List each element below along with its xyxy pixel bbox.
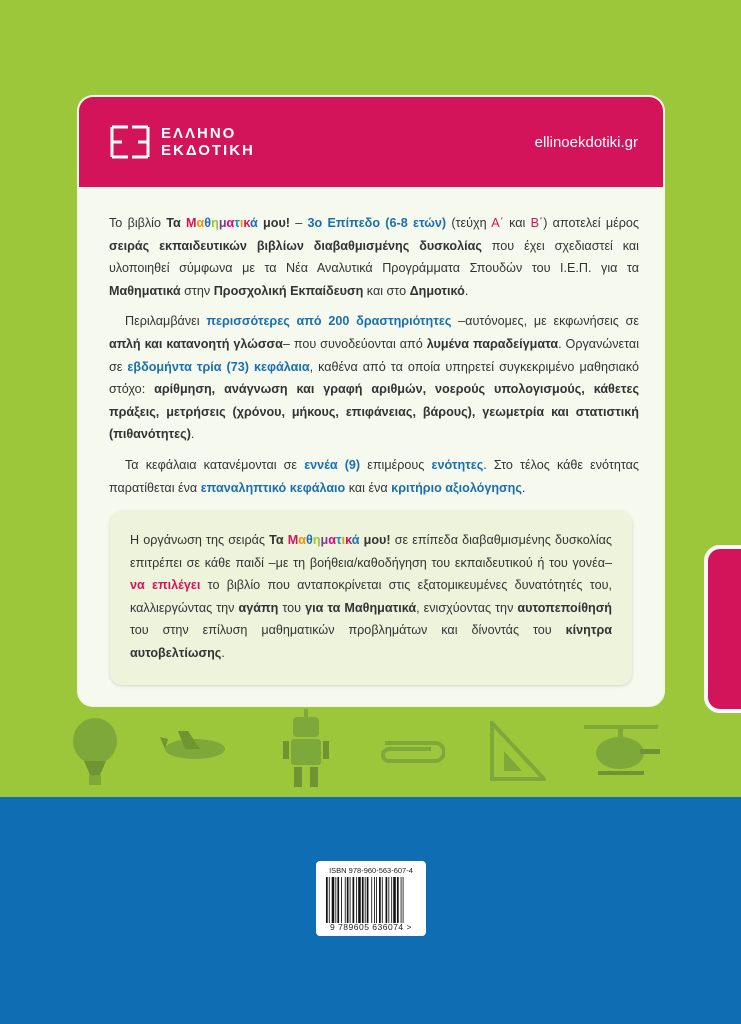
nine: εννέα (9)	[304, 457, 361, 472]
book-title-ta: Τα	[269, 533, 288, 547]
volume-a: Α΄	[491, 216, 504, 230]
units: ενότητες	[431, 457, 484, 472]
text: και ένα	[345, 480, 392, 495]
primary: Δημοτικό	[409, 283, 465, 298]
text: ) αποτελεί μέρος	[543, 216, 639, 230]
text: και στο	[363, 283, 410, 298]
publisher-header	[79, 97, 663, 187]
helicopter-icon	[580, 723, 662, 783]
text: Η οργάνωση της σειράς	[130, 533, 270, 547]
text: Τα κεφάλαια κατανέμονται σε	[125, 457, 305, 472]
text: (τεύχη	[446, 216, 492, 230]
book-title-mou: μου!	[257, 216, 290, 230]
for-math: για τα Μαθηματικά	[305, 600, 417, 615]
review-chapter: επαναληπτικό κεφάλαιο	[200, 480, 346, 495]
confidence: αυτοπεποίθησή	[517, 600, 613, 615]
logo-line-1: ΕΛΛΗΝΟ	[161, 125, 237, 142]
book-title-ta: Τα	[166, 216, 187, 230]
text: του στην επίλυση μαθηματικών προβλημάτων και δίνοντάς του	[130, 623, 566, 638]
examples: λυμένα παραδείγματα	[426, 336, 559, 351]
paragraph-1	[109, 212, 639, 302]
level: 3ο Επίπεδο	[307, 216, 381, 230]
website-link[interactable]: ellinoekdotiki.gr	[534, 134, 638, 151]
paragraph-3	[109, 454, 639, 499]
text: . Οργανώνεται σε	[109, 336, 640, 374]
text: .	[464, 283, 469, 298]
subject: Μαθηματικά	[109, 283, 181, 298]
text: .	[190, 427, 195, 442]
assessment: κριτήριο αξιολόγησης	[391, 480, 522, 495]
text: Περιλαμβάνει	[125, 314, 207, 329]
text: –	[289, 216, 308, 230]
love: αγάπη	[238, 600, 279, 615]
isbn-text: ISBN 978-960-563-607-4	[329, 866, 413, 875]
goals: αρίθμηση, ανάγνωση και γραφή αριθμών, νοερούς υπολογισμούς, κάθετες πράξεις, μετρήσεις (χρόνου, μήκους, επιφάνειας, βάρους), γεωμετρία και στατιστική (πιθανότητες)	[109, 382, 639, 442]
text: σε επίπεδα διαβαθμισμένης δυσκολίας επιτρέπει σε κάθε παιδί –με τη βοήθεια/καθοδήγηση του εκπαιδευτικού ή του γονέα–	[130, 533, 612, 570]
barcode-number: 9 789605 636074 >	[329, 922, 412, 932]
barcode-icon	[326, 877, 418, 923]
chapters: εβδομήντα τρία (73) κεφάλαια	[127, 359, 310, 374]
publisher-name	[161, 125, 255, 159]
logo-line-2: ΕΚΔΟΤΙΚΗ	[161, 142, 255, 159]
choose: να επιλέγει	[130, 578, 201, 593]
text: .	[221, 645, 225, 660]
text: και	[503, 216, 531, 230]
highlight-box	[110, 511, 632, 685]
highlight-text	[130, 529, 612, 665]
series: σειράς εκπαιδευτικών βιβλίων διαβαθμισμένης δυσκολίας	[109, 238, 482, 253]
side-tab	[704, 545, 741, 713]
text: επιμέρους	[360, 457, 432, 472]
incentives: κίνητρα αυτοβελτίωσης	[130, 623, 612, 660]
text: του	[278, 600, 306, 615]
triangle-ruler-icon	[490, 721, 546, 781]
text: . Στο τέλος κάθε ενότητας παρατίθεται ένα	[109, 457, 639, 495]
volume-b: Β΄	[530, 216, 544, 230]
book-title-mou: μου!	[359, 533, 391, 547]
hot-air-balloon-icon	[70, 717, 120, 789]
preschool: Προσχολική Εκπαίδευση	[213, 283, 364, 298]
text: –αυτόνομες, με εκφωνήσεις σε	[451, 314, 639, 329]
paragraph-2	[109, 310, 639, 446]
text: , ενισχύοντας την	[416, 600, 518, 615]
text: Το βιβλίο	[109, 216, 167, 230]
paperclip-icon	[375, 741, 445, 763]
ages: (6-8 ετών)	[380, 216, 447, 230]
barcode-label	[316, 861, 426, 936]
book-title-math: Μαθηματικά	[287, 533, 360, 547]
publisher-logo-icon	[110, 125, 150, 159]
simple-language: απλή και κατανοητή γλώσσα	[109, 336, 283, 351]
robot-icon	[283, 709, 329, 789]
book-title-math: Μαθηματικά	[186, 216, 258, 230]
activities: περισσότερες από 200 δραστηριότητες	[206, 314, 452, 329]
airplane-icon	[160, 727, 230, 772]
text: – που συνοδεύονται από	[282, 336, 427, 351]
text: στην	[180, 283, 214, 298]
text: που έχει σχεδιαστεί και υλοποιηθεί σύμφωνα με τα Νέα Αναλυτικά Προγράμματα Σπουδών του Ι.Ε.Π. για τα	[109, 238, 639, 276]
text: .	[521, 480, 526, 495]
text: το βιβλίο που ανταποκρίνεται στις εξατομικευμένες δυνατότητές του, καλλιεργώντας την	[130, 578, 612, 615]
text: , καθένα από τα οποία υπηρετεί συγκεκριμένο μαθησιακό στόχο:	[109, 359, 639, 397]
icon-row	[0, 705, 741, 797]
description-text	[109, 212, 639, 507]
content-card	[79, 97, 663, 705]
